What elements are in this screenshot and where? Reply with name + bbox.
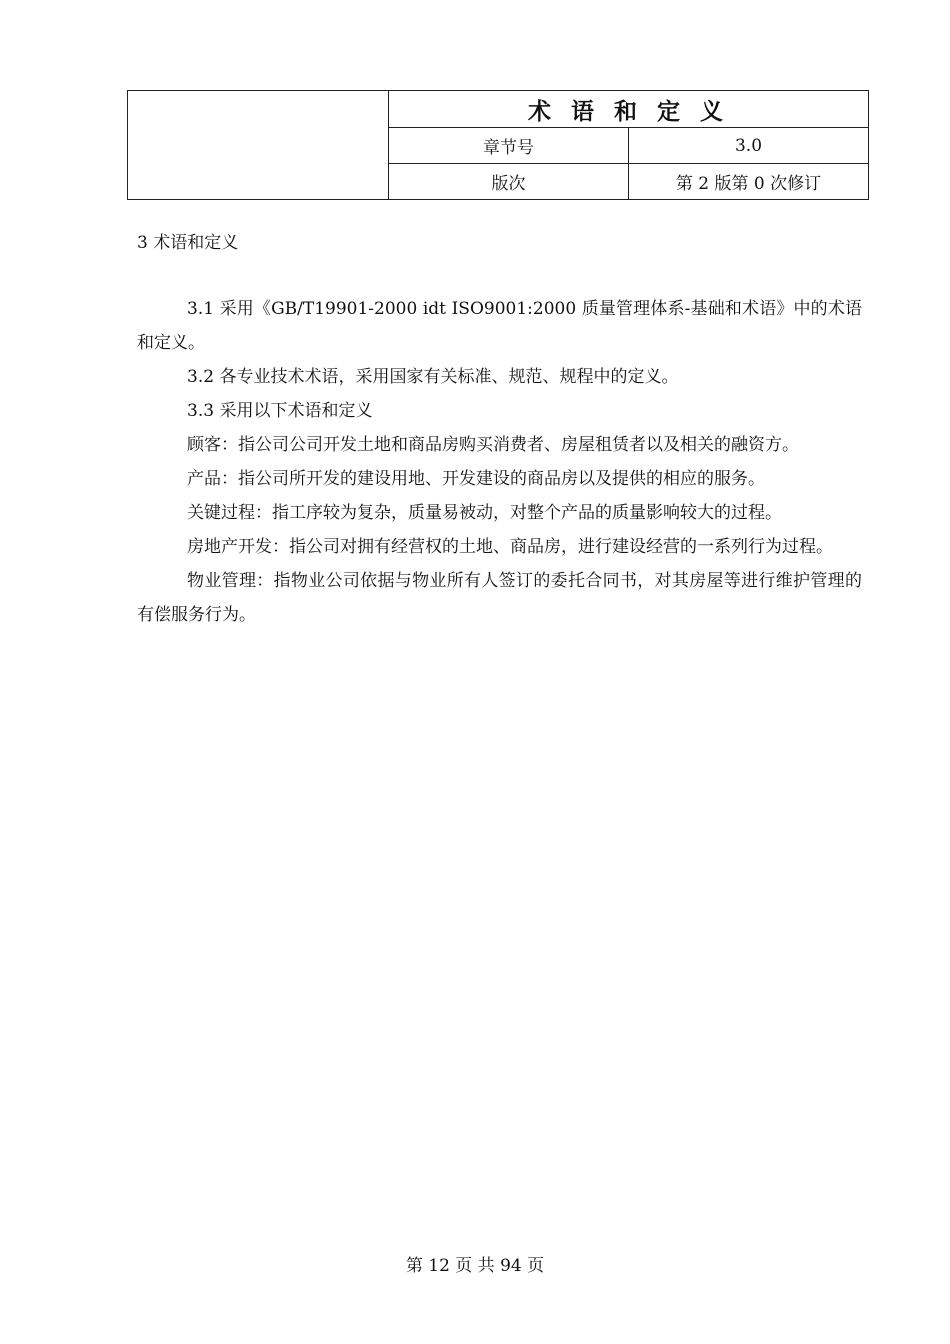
chapter-label: 章节号 xyxy=(389,128,629,164)
edition-label: 版次 xyxy=(389,164,629,200)
document-body xyxy=(137,226,862,632)
paragraph-3-3: 3.3 采用以下术语和定义 xyxy=(187,401,373,421)
page-number: 第 12 页 共 94 页 xyxy=(405,1256,545,1276)
document-header-table xyxy=(127,90,869,200)
definition-customer: 顾客：指公司公司开发土地和商品房购买消费者、房屋租赁者以及相关的融资方。 xyxy=(187,435,799,455)
section-heading: 3 术语和定义 xyxy=(137,233,239,253)
definition-property-management: 物业管理：指物业公司依据与物业所有人签订的委托合同书，对其房屋等进行维护管理的有偿服务行为。 xyxy=(137,571,862,625)
paragraph-3-2: 3.2 各专业技术术语，采用国家有关标准、规范、规程中的定义。 xyxy=(187,367,679,387)
document-title: 术 语 和 定 义 xyxy=(389,91,869,128)
definition-product: 产品：指公司所开发的建设用地、开发建设的商品房以及提供的相应的服务。 xyxy=(187,469,765,489)
logo-cell xyxy=(128,91,389,200)
definition-real-estate-development: 房地产开发：指公司对拥有经营权的土地、商品房，进行建设经营的一系列行为过程。 xyxy=(187,537,833,557)
chapter-value: 3.0 xyxy=(629,128,869,164)
paragraph-3-1: 3.1 采用《GB/T19901-2000 idt ISO9001:2000 质量管理体系-基础和术语》中的术语和定义。 xyxy=(137,299,862,353)
definition-key-process: 关键过程：指工序较为复杂，质量易被动，对整个产品的质量影响较大的过程。 xyxy=(187,503,782,523)
edition-value: 第 2 版第 0 次修订 xyxy=(629,164,869,200)
